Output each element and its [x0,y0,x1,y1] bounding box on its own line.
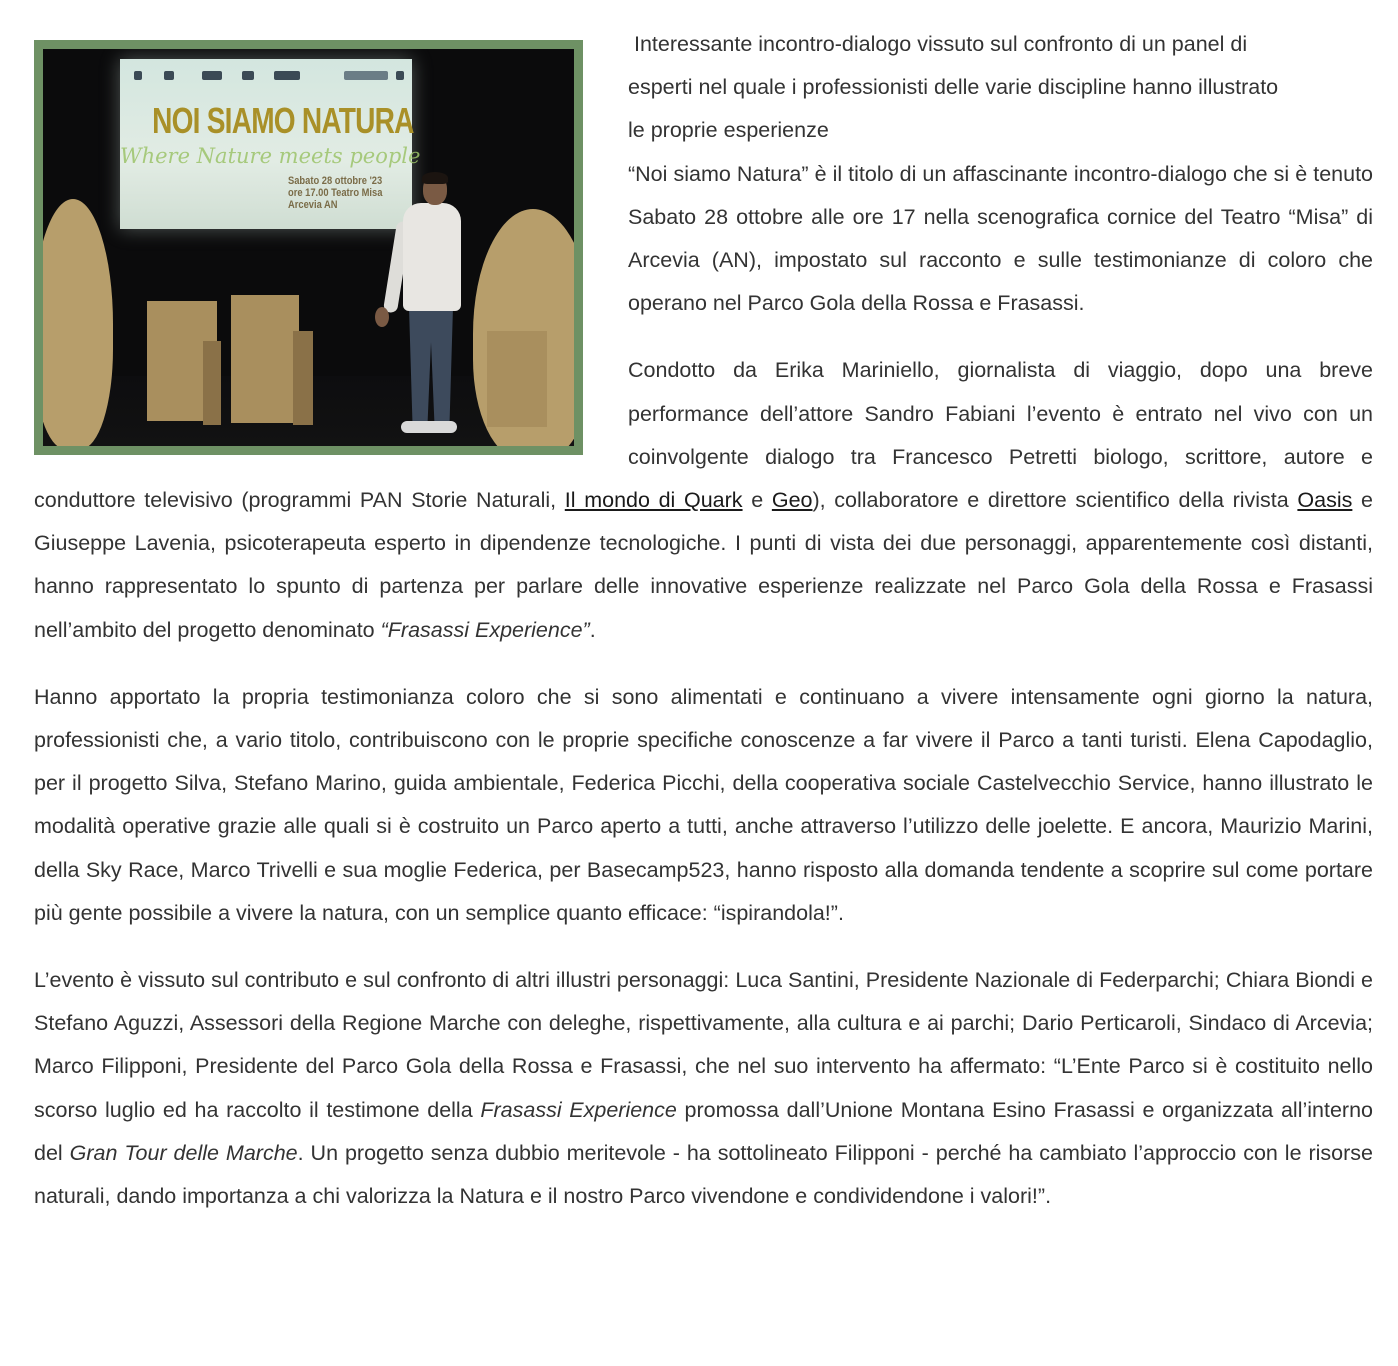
link-il-mondo-di-quark[interactable]: Il mondo di Quark [564,488,743,513]
speaker-shoes [401,421,457,433]
emphasis-frasassi-experience: “Frasassi Experience” [380,617,590,642]
cardboard-chair-center [231,295,299,423]
paragraph-text: e Giuseppe Lavenia, psicoterapeuta esperto in dipendenze tecnologiche. I punti di vista dei due personaggi, apparentemente così distanti, hanno rappresentato lo spunto di partenza per parlare delle innovative esperienze realizzate nel Parco Gola della Rossa e Frasassi nell’ambito del progetto denominato [34,488,1373,642]
cardboard-chair-right [487,331,547,427]
link-oasis[interactable]: Oasis [1297,488,1353,513]
intro-line: esperti nel quale i professionisti delle varie discipline hanno illustrato [628,75,1279,100]
projection-screen [120,59,421,229]
speaker-shirt [403,203,461,311]
cardboard-chair-center-side [293,331,313,425]
screen-title: NOI SIAMO NATURA [152,100,414,141]
paragraph-text: “Noi siamo Natura” è il titolo di un affascinante incontro-dialogo che si è tenuto Sabato 28 ottobre alle ore 17 nella scenografica cornice del Teatro “Misa” di Arcevia (AN), impostato sul racconto e sulle testimonianze di coloro che operano nel Parco Gola della Rossa e Frasassi. [628,161,1373,316]
paragraph-text: e [742,488,772,513]
intro-line: le proprie esperienze [628,118,829,143]
paragraph-text: L’evento è vissuto sul contributo e sul confronto di altri illustri personaggi: Luca Santini, Presidente Nazionale di Federparchi; Chiara Biondi e Stefano Aguzzi, Assessori della Regione Marche con deleghe, rispettivamente, alla cultura e ai parchi; Dario Perticaroli, Sindaco di Arcevia; Marco Filipponi, Presidente del Parco Gola della Rossa e Frasassi, che nel suo intervento ha affermato: “L’Ente Parco si è costituito nello scorso luglio ed ha raccolto il testimone della [34,968,1373,1122]
paragraph-text: Condotto da Erika Mariniello, giornalista di viaggio, dopo una breve performance dell’attore Sandro Fabiani l’evento è entrato nel vivo con un coinvolgente dialogo tra Francesco Petretti biologo, scrittore, autore e conduttore televisivo (programmi PAN Storie Naturali, [34,358,1373,513]
intro-line: Interessante incontro-dialogo vissuto sul confronto di un panel di [628,32,1248,56]
paragraph-text: promossa dall’Unione Montana Esino Frasassi e organizzata all’interno del [34,1097,1373,1165]
paragraph-text: . [589,617,596,642]
speaker-hand [375,307,389,327]
event-photo [34,40,583,455]
screen-event-info: Sabato 28 ottobre '23 ore 17.00 Teatro Misa Arcevia AN [288,175,383,211]
emphasis-frasassi-experience: Frasassi Experience [480,1097,677,1122]
sponsor-logos [134,71,404,83]
emphasis-gran-tour: Gran Tour delle Marche [69,1140,298,1165]
paragraph-text: ), collaboratore e direttore scientifico della rivista [812,488,1298,513]
article-body [34,23,1373,1242]
paragraph-testimonianze: Hanno apportato la propria testimonianza coloro che si sono alimentati e continuano a vivere intensamente ogni giorno la natura, professionisti che, a vario titolo, contribuiscono con le proprie specifiche conoscenze a far vivere il Parco a tanti turisti. Elena Capodaglio, per il progetto Silva, Stefano Marino, guida ambientale, Federica Picchi, della cooperativa sociale Castelvecchio Service, hanno illustrato le modalità operative grazie alle quali si è costruito un Parco aperto a tutti, anche attraverso l’utilizzo delle joelette. E ancora, Maurizio Marini, della Sky Race, Marco Trivelli e sua moglie Federica, per Basecamp523, hanno risposto alla domanda tendente a scoprire sul come portare più gente possibile a vivere la natura, con un semplice quanto efficace: “ispirandola!”. [34,684,1373,925]
screen-subtitle: Where Nature meets people [120,144,421,168]
speaker-hair [422,172,448,184]
cardboard-chair-left-seat [203,341,221,425]
cardboard-tree-left [34,199,113,449]
paragraph-text: . Un progetto senza dubbio meritevole - ha sottolineato Filipponi - perché ha cambiato l’approccio con le risorse naturali, dando importanza a chi valorizza la Natura e il nostro Parco vivendone e condividendone i valori!”. [34,1140,1373,1209]
link-geo[interactable]: Geo [771,488,813,513]
paragraph-personaggi [34,959,1373,1218]
